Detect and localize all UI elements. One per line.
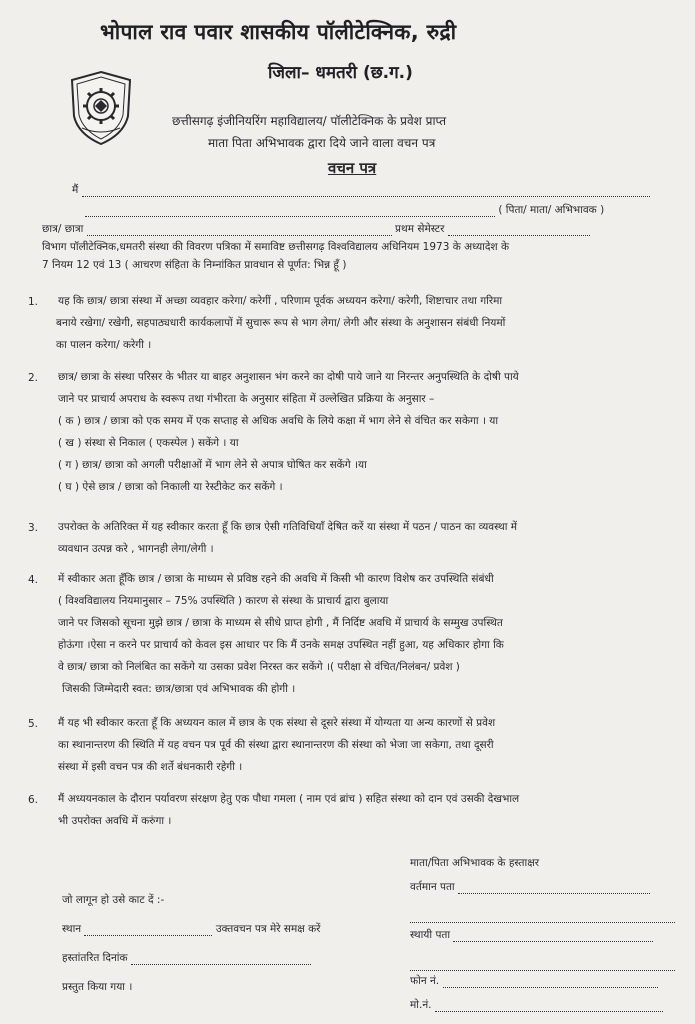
parent-label: ( पिता/ माता/ अभिभावक ) <box>498 204 605 216</box>
signed-date-label: हस्तांतरित दिनांक <box>62 952 128 964</box>
phone-label: फोन नं. <box>410 975 440 987</box>
clause-1-line-1: यह कि छात्र/ छात्रा संस्था में अच्छा व्यवहार करेगा/ करेगीं , परिणाम पूर्वक अध्ययन करेगा/ करेगी, शिष्टाचार तथा गरिमा <box>58 295 503 307</box>
permanent-address-blank-2[interactable] <box>410 960 675 971</box>
clause-6-number: 6. <box>28 794 39 806</box>
clause-2-line-3: ( क ) छात्र / छात्रा को एक समय में एक सप्ताह से अधिक अवधि के लिये कक्षा में भाग लेने से वंचित कर सकेगा । या <box>58 415 499 427</box>
clause-4-line-3: जाने पर जिसको सूचना मुझे छात्र / छात्रा के माध्यम से सीधे प्राप्त होगी , मैं निर्दिष्ट अवधि में प्राचार्य के सम्मुख उपस्थित <box>58 617 503 629</box>
clause-2-line-1: छात्र/ छात्रा के संस्था परिसर के भीतर या बाहर अनुशासन भंग करने का दोषी पाये जाने या निरन्तर अनुपस्थिति के दोषी पाये <box>58 371 519 383</box>
parent-name-blank[interactable] <box>85 206 495 217</box>
clause-3-line-1: उपरोक्त के अतिरिक्त में यह स्वीकार करता हूँ कि छात्र ऐसी गतिविधियाँ देषित करें या संस्था में पठन / पाठन का व्यवस्था में <box>58 521 518 533</box>
place-row <box>62 922 320 936</box>
name-blank[interactable] <box>82 186 650 197</box>
current-address-blank-2-row <box>410 904 675 923</box>
clause-4-line-2: ( विश्वविद्यालय नियमानुसार – 75% उपस्थिति ) कारण से संस्था के प्राचार्य द्वारा बुलाया <box>58 595 389 607</box>
clause-2-line-5: ( ग ) छात्र/ छात्रा को अगली परीक्षाओं में भाग लेने से अपात्र घोषित कर सकेंगे ।या <box>58 459 367 471</box>
semester-blank[interactable] <box>448 225 590 236</box>
place-blank[interactable] <box>84 925 212 936</box>
clause-4-line-1: में स्वीकार अता हूँकि छात्र / छात्रा के माध्यम से प्रविष्ठ रहने की अवधि में किसी भी कारण विशेष कर उपस्थिति संबंधी <box>58 573 494 585</box>
clause-3-number: 3. <box>28 522 39 534</box>
form-title: वचन पत्र <box>328 159 377 177</box>
clause-2-line-4: ( ख ) संस्था से निकाल ( एकस्पेल ) सकेंगे । या <box>58 437 239 449</box>
student-name-blank[interactable] <box>87 225 392 236</box>
permanent-address-blank-2-row <box>410 952 675 971</box>
clause-4-line-4: होऊंगा ।ऐसा न करने पर प्राचार्य को केवल इस आधार पर कि मैं उनके समक्ष उपस्थित नहीं हुआ, यह अधिकार होगा कि <box>58 639 504 651</box>
clause-2-line-2: जाने पर प्राचार्य अपराध के स्वरूप तथा गंभीरता के अनुसार संहिता में उल्लेखित प्रक्रिया के अनुसार – <box>58 393 435 405</box>
clause-4 <box>58 568 504 700</box>
clause-5-line-1: मैं यह भी स्वीकार करता हूँ कि अध्ययन काल में छात्र के एक संस्था से दूसरे संस्था में योग्यता या अन्य कारणों से प्रवेश <box>58 717 496 729</box>
i-label: मैं <box>72 184 79 196</box>
strike-note: जो लागून हो उसे काट दें :- <box>62 894 165 906</box>
clause-6-line-2: भी उपरोक्त अवधि में करुंगा । <box>58 815 172 827</box>
mobile-blank[interactable] <box>435 1001 663 1012</box>
intro-line-1: विभाग पॉलीटेक्निक,धमतरी संस्था की विवरण पत्रिका में समाविष्ट छत्तीसगढ़ विश्वविद्यालय अधिनियम 1973 के अध्यादेश के <box>42 241 510 253</box>
clause-4-line-6: जिसकी जिम्मेदारी स्वत: छात्र/छात्रा एवं अभिभावक की होगी । <box>62 683 296 695</box>
parent-signature-label: माता/पिता अभिभावक के हस्ताक्षर <box>410 857 540 869</box>
district-name: जिला– धमतरी (छ.ग.) <box>268 63 413 83</box>
student-label: छात्र/ छात्रा <box>42 223 84 235</box>
semester-label: प्रथम सेमेस्टर <box>395 223 445 235</box>
clause-1-line-2: बनाये रखेगा/ रखेगी, सहपाठ्यधारी कार्यकलापों में सुचारू रूप से भाग लेगा/ लेगी और संस्था के अनुशासन संबंधी नियमों <box>56 317 506 329</box>
clause-2 <box>58 366 519 498</box>
submitted-label: प्रस्तुत किया गया । <box>62 981 133 993</box>
intro-line-2: 7 नियम 12 एवं 13 ( आचरण संहिता के निम्नांकित प्रावधान से पूर्णत: भिन्न हूँ ) <box>42 259 347 271</box>
clause-3 <box>58 516 517 560</box>
fill-line-parent <box>85 203 604 217</box>
clause-4-line-5: वे छात्र/ छात्रा को निलंबित का सकेंगे या उसका प्रवेश निरस्त कर सकेंगे ।( परीक्षा से वंचित/निलंबन/ प्रवेश ) <box>58 661 460 673</box>
current-address-blank[interactable] <box>458 883 650 894</box>
phone-blank[interactable] <box>443 977 658 988</box>
clause-6 <box>58 788 519 832</box>
mobile-row <box>410 998 663 1012</box>
fill-line-name <box>72 183 650 197</box>
permanent-address-label: स्थायी पता <box>410 929 451 941</box>
clause-1-number: 1. <box>28 296 39 308</box>
place-label: स्थान <box>62 923 82 935</box>
clause-5 <box>58 712 495 778</box>
clause-2-line-6: ( घ ) ऐसे छात्र / छात्रा को निकाली या रेस्टीकेट कर सकेंगे । <box>58 481 283 493</box>
clause-5-number: 5. <box>28 718 39 730</box>
clause-5-line-3: संस्था में इसी वचन पत्र की शर्ते बंधनकारी रहेगी । <box>58 761 243 773</box>
subtitle-line-2: माता पिता अभिभावक द्वारा दिये जाने वाला वचन पत्र <box>208 136 436 150</box>
clause-1-line-3: का पालन करेगा/ करेगी । <box>56 339 152 351</box>
subtitle-line-1: छत्तीसगढ़ इंजीनियरिंग महाविद्यालय/ पॉलीटेक्निक के प्रवेश प्राप्त <box>172 114 447 128</box>
witness-note: उक्तवचन पत्र मेरे समक्ष करें <box>215 923 321 935</box>
clause-4-number: 4. <box>28 574 39 586</box>
fill-line-student <box>42 222 590 236</box>
current-address-label: वर्तमान पता <box>410 881 455 893</box>
signed-date-row <box>62 951 311 965</box>
current-address-row <box>410 880 650 894</box>
current-address-blank-2[interactable] <box>410 912 675 923</box>
permanent-address-row <box>410 928 653 942</box>
college-emblem-icon <box>68 70 134 146</box>
permanent-address-blank[interactable] <box>453 931 653 942</box>
clause-5-line-2: का स्थानान्तरण की स्थिति में यह वचन पत्र पूर्व की संस्था द्वारा स्थानान्तरण की संस्था को भेजा जा सकेगा, तथा दूसरी <box>58 739 494 751</box>
clause-6-line-1: मैं अध्ययनकाल के दौरान पर्यावरण संरक्षण हेतु एक पौधा गमला ( नाम एवं ब्रांच ) सहित संस्था को दान एवं उसकी देखभाल <box>58 793 520 805</box>
clause-1 <box>58 290 505 356</box>
clause-3-line-2: व्यवधान उत्पन्न करे , भागनही लेगा/लेगी । <box>58 543 214 555</box>
college-name: भोपाल राव पवार शासकीय पॉलीटेक्निक, रुद्री <box>100 20 457 44</box>
phone-row <box>410 974 658 988</box>
mobile-label: मो.नं. <box>410 999 432 1011</box>
signed-date-blank[interactable] <box>131 954 311 965</box>
clause-2-number: 2. <box>28 372 39 384</box>
